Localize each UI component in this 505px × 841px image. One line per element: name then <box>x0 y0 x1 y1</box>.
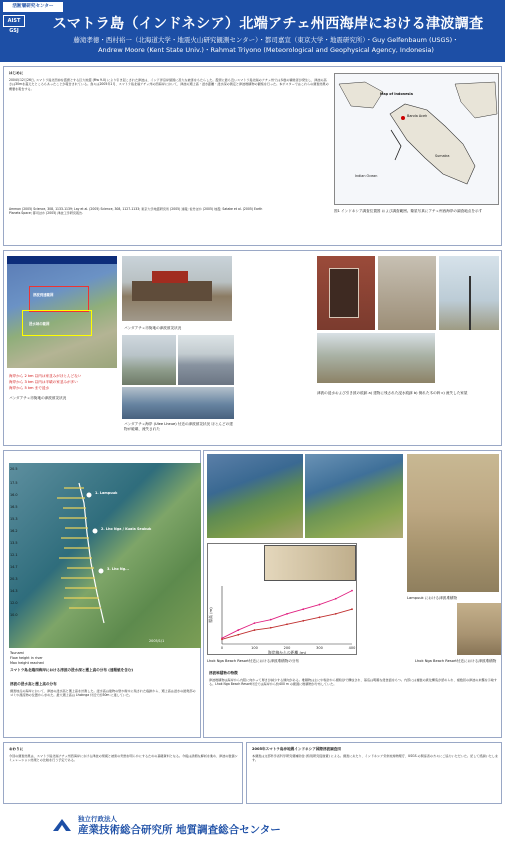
profile-point <box>319 616 321 618</box>
site-tick: 17.5 <box>10 481 18 485</box>
deposit-body: 津波堆積物は海岸から内陸に向かって厚さが減少する傾向がある。堆積物は主に中粒砂から細粒砂で構成され、基底は明瞭な侵食面をもつ。内部には複数の級化構造が認められ、複数回の津波の来襲を示唆する。Lhok Nga Beach Resort付近では海岸から約400 m の範囲に堆積物が分布していた。 <box>209 678 497 687</box>
ship-caption: バンダアチェ市街地の津波被災状況 <box>124 326 182 330</box>
deposit-panel <box>203 450 502 738</box>
location-map-svg <box>335 74 499 205</box>
wall-photo <box>378 256 436 330</box>
profile-point <box>302 620 304 622</box>
ack-body: 本調査は文部科学省科学研究費補助金 (特別研究促進費) による。調査にあたり、インドネシア気象地球物理庁、USGS の関係者の方々にご協力いただいた。記して感謝いたします。 <box>252 754 498 763</box>
deposit-aerial-1 <box>207 454 303 538</box>
x-tick-label: 200 <box>283 646 291 650</box>
aerial-label-1: 津波到達範囲 <box>33 293 54 297</box>
site-body: 調査地点の海岸において、津波の浸水高と遡上高を計測した。浸水高は建物の壁や樹木に残された痕跡から、遡上高は浸水の最奥部のゴミや漂流物の位置から求めた。最大遡上高は Lhoknga 付近で約30m に達していた。 <box>10 689 196 698</box>
aist-logo: AIST GSJ <box>3 15 25 27</box>
profile-point <box>237 629 239 631</box>
harbor-photo-3 <box>122 387 234 419</box>
site-point-2: 2. Lho Nga / Kuala Seubuk <box>101 527 152 531</box>
aerial-note-1: 海岸から 2 km 以内は家並みがほとんどない <box>9 374 82 378</box>
site-tick: 16.0 <box>10 493 18 497</box>
tree-photo <box>439 256 499 330</box>
map-title: Map of Indonesia <box>380 92 413 96</box>
intro-heading: はじめに <box>9 71 24 75</box>
aerial-note-3: 海岸から 5 km まで浸水 <box>9 386 50 390</box>
footer-org-small: 独立行政法人 <box>78 815 117 823</box>
door-photo <box>317 256 375 330</box>
profile-inset-photos <box>264 545 356 581</box>
x-tick-label: 0 <box>220 646 224 650</box>
banda-aceh-marker <box>401 116 405 120</box>
section2-caption: Lhok Nga Beach Resort付近における津波堆積物 <box>415 659 497 663</box>
legend-2: Flow height in river <box>10 656 43 660</box>
poster-title: スマトラ島（インドネシア）北端アチェ州西海岸における津波調査 <box>52 16 484 32</box>
aerial-caption: バンダアチェ市街地の津波被災状況 <box>9 396 67 400</box>
ship-photo <box>122 256 232 321</box>
site-date: 2005/1/1 <box>149 639 165 643</box>
summary-body: 今回の調査結果は、スマトラ島北端アチェ州西海岸における津波の規模と被害の実態を明らかにするための基礎資料となる。今後は詳細な解析を進め、津波の数値シミュレーション結果との比較を行う予定である。 <box>9 754 238 763</box>
header-banner <box>0 0 505 62</box>
refs-body: Ammon (2005) Science, 308, 1133-1139; Lay et al. (2005) Science, 308, 1127-1133; 東京大学地震研究所 (2005) 速報; 佐竹ほか (2005) 地震; Satake et al. (2005) Earth Planets Space; 都司ほか (2005) 津波工学研究報告. <box>9 207 263 216</box>
site-tick-column <box>10 463 28 648</box>
org-tag: 活断層研究センター <box>3 2 63 12</box>
profile-point <box>254 622 256 624</box>
section1-caption: Lampuuk における津波堆積物 <box>407 596 458 600</box>
site-point-3: 3. Lho Ng... <box>107 567 130 571</box>
location-map <box>334 73 499 205</box>
ack-heading: 2005年スマトラ島沖地震インドネシア国際津波調査団 <box>252 747 341 751</box>
profile-point <box>335 598 337 600</box>
debris-photo <box>317 333 435 383</box>
profile-point <box>221 638 223 640</box>
legend-1: Tsunami <box>10 651 24 655</box>
profile-point <box>286 623 288 625</box>
map-caption: 図1 インドネシア調査位置図 および調査範囲。衛星写真にアチェ州西海岸の調査地点を示す <box>334 209 483 213</box>
profile-point <box>254 629 256 631</box>
site-caption: スマトラ島北端西海岸における津波の浸水深と遡上高の分布 (速報値を含む) <box>10 668 134 672</box>
profile-title: Lhok Nga Beach Resort付近における津波堆積物の分布 <box>207 659 300 663</box>
profile-point <box>237 634 239 636</box>
authors-en: Andrew Moore (Kent State Univ.)・Rahmat Triyono (Meteorological and Geophysical Agency, Indonesia) <box>98 46 434 54</box>
site-tick: 14.7 <box>10 565 18 569</box>
profile-point <box>286 613 288 615</box>
site-tick: 10.0 <box>10 613 18 617</box>
profile-point <box>302 608 304 610</box>
site-tick: 20.3 <box>10 577 18 581</box>
deposit-body-heading: 津波堆積物の特徴 <box>209 671 238 675</box>
site-tick: 14.3 <box>10 589 18 593</box>
ack-panel <box>246 742 502 804</box>
door-caption: 津波の浸水および引き波の痕跡 a) 建物に残された浸水痕跡 b) 倒れた木の幹 c) 流失した家屋 <box>317 391 468 395</box>
x-tick-label: 400 <box>348 646 356 650</box>
aerial-label-2: 浸水域の範囲 <box>29 322 50 326</box>
summary-heading: おわりに <box>9 747 24 751</box>
site-tick: 15.3 <box>10 517 18 521</box>
lampuuk-section-photo <box>407 454 499 592</box>
damage-panel <box>3 250 502 446</box>
x-axis-title: 海岸線からの距離 (m) <box>267 650 307 655</box>
summary-panel <box>3 742 243 804</box>
map-island-label: Sumatra <box>435 154 450 158</box>
site-tick: 16.2 <box>10 529 18 533</box>
profile-point <box>270 619 272 621</box>
site-tick: 13.5 <box>10 541 18 545</box>
sitemap-panel <box>3 450 201 738</box>
site-point-1: 1. Lampuuk <box>95 491 118 495</box>
site-body-heading: 津波の浸水高と遡上高の分布 <box>10 682 57 686</box>
profile-point <box>351 590 353 592</box>
intro-body: 2004年12月26日, スマトラ島北西沖を震源とする巨大地震 (Mw 9.0) により引き起こされた津波は、インド洋沿岸諸国に甚大な被害をもたらした。震源に最も近いスマトラ島北端のアチェ州では多数の犠牲者が発生し、津波の高さは30mを超えたところもあったことが報告されている。我々は2005年1月、スマトラ島北端アチェ州の西海岸において、津波の遡上高・浸水距離・浸水深の測定と津波堆積物の観察を行った。本ポスターではこれらの調査結果の概要を報告する。 <box>9 78 329 91</box>
satellite-photo <box>9 463 201 648</box>
aerial-note-2: 海岸から 3 km 以内は半壊の家並みが多い <box>9 380 78 384</box>
site-tick: 12.0 <box>10 601 18 605</box>
profile-point <box>319 604 321 606</box>
profile-point <box>335 613 337 615</box>
harbor-caption: バンダアチェ海岸 (Ulee Lheue) 付近の津波被災状況 ほとんどの建物が破壊、流失された <box>124 422 233 431</box>
aerial-photo <box>7 256 117 368</box>
y-axis-title: 標高 (m) <box>208 607 213 623</box>
lhoknga-section-photo <box>457 603 501 655</box>
footer-org-main: 産業技術総合研究所 地質調査総合センター <box>78 824 281 836</box>
deposit-aerial-2 <box>305 454 403 538</box>
profile-point <box>351 608 353 610</box>
site-tick: 16.5 <box>10 505 18 509</box>
intro-panel <box>3 66 502 246</box>
x-tick-label: 100 <box>251 646 258 650</box>
site-tick: 20.5 <box>10 467 18 471</box>
map-sea-label: Indian Ocean <box>355 174 378 178</box>
profile-point <box>270 627 272 629</box>
x-tick-label: 300 <box>316 646 323 650</box>
authors-jp: 藤滝孝徳・西村裕一（北海道大学・地震火山研究観測センター）・都司嘉宣（東京大学・地震研究所）・Guy Gelfenbaum (USGS)・ <box>73 36 459 44</box>
harbor-photo-2 <box>178 335 234 385</box>
legend-3: Max height reached <box>10 661 44 665</box>
map-city-label: Banda Aceh <box>407 114 428 118</box>
site-tick: 12.1 <box>10 553 18 557</box>
aist-footer-logo-icon <box>52 817 72 833</box>
harbor-photo-1 <box>122 335 176 385</box>
